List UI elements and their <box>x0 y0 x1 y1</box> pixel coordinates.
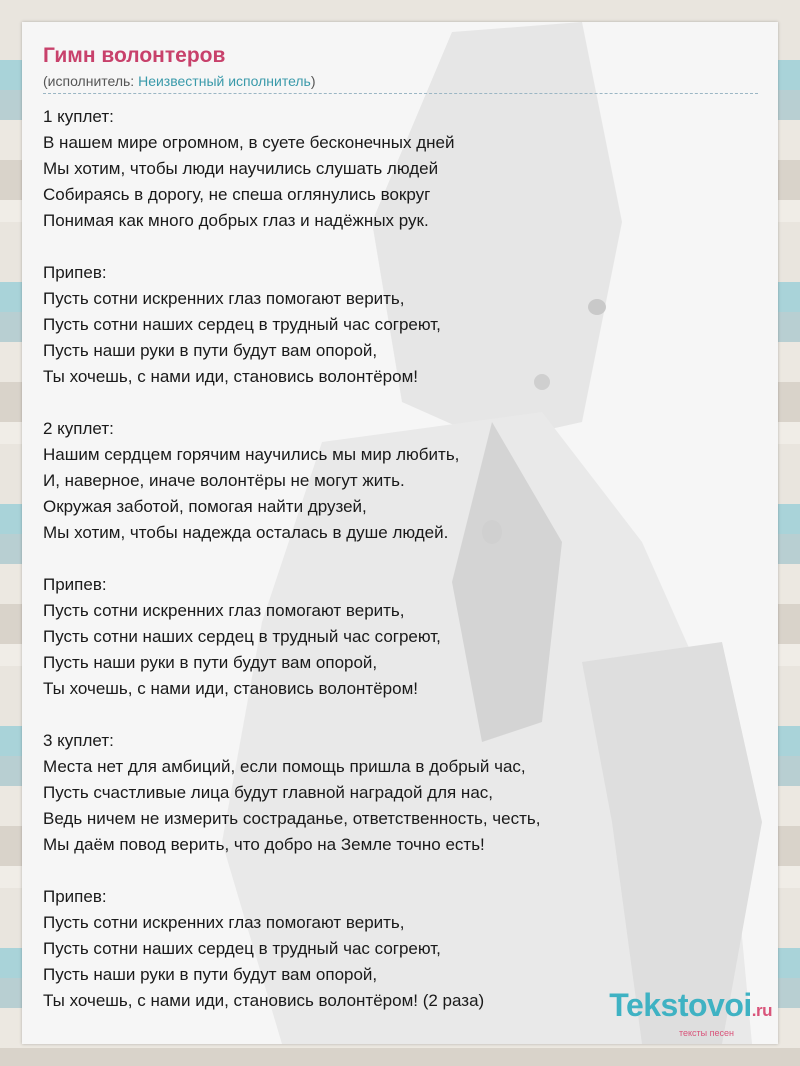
lyric-line: Пусть сотни искренних глаз помогают верить, <box>43 913 405 932</box>
lyric-line: Ты хочешь, с нами иди, становись волонтёром! (2 раза) <box>43 991 485 1010</box>
artist-prefix: (исполнитель: <box>43 73 139 89</box>
lyric-line: Понимая как много добрых глаз и надёжных рук. <box>43 211 429 230</box>
lyric-line: Пусть сотни наших сердец в трудный час согреют, <box>43 627 441 646</box>
logo-name: Tekstovoi <box>609 987 752 1023</box>
lyric-line: Пусть сотни искренних глаз помогают верить, <box>43 601 405 620</box>
lyric-line: Собираясь в дорогу, не спеша оглянулись вокруг <box>43 185 431 204</box>
lyric-line: Припев: <box>43 575 107 594</box>
lyric-line <box>43 234 758 260</box>
lyric-line: Пусть наши руки в пути будут вам опорой, <box>43 341 378 360</box>
lyric-line: Окружая заботой, помогая найти друзей, <box>43 497 367 516</box>
lyric-line: В нашем мире огромном, в суете бесконечных дней <box>43 133 455 152</box>
lyric-line: Мы хотим, чтобы надежда осталась в душе людей. <box>43 523 449 542</box>
lyric-line: 3 куплет: <box>43 731 114 750</box>
lyric-line: Пусть сотни наших сердец в трудный час согреют, <box>43 939 441 958</box>
lyric-line: Пусть наши руки в пути будут вам опорой, <box>43 965 378 984</box>
lyric-line: Мы даём повод верить, что добро на Земле точно есть! <box>43 835 485 854</box>
lyric-line: 2 куплет: <box>43 419 114 438</box>
lyric-line: Ты хочешь, с нами иди, становись волонтёром! <box>43 679 418 698</box>
song-title: Гимн волонтеров <box>43 44 226 67</box>
lyrics-content <box>43 42 758 1014</box>
lyric-line: Пусть сотни искренних глаз помогают верить, <box>43 289 405 308</box>
lyric-line: Нашим сердцем горячим научились мы мир любить, <box>43 445 460 464</box>
artist-line <box>43 70 758 94</box>
lyrics-text <box>43 104 758 1014</box>
lyric-line: Мы хотим, чтобы люди научились слушать людей <box>43 159 439 178</box>
lyric-line: Пусть наши руки в пути будут вам опорой, <box>43 653 378 672</box>
lyric-line: Припев: <box>43 887 107 906</box>
lyric-line: Пусть счастливые лица будут главной наградой для нас, <box>43 783 494 802</box>
lyric-line: Ты хочешь, с нами иди, становись волонтёром! <box>43 367 418 386</box>
logo-tagline: тексты песен <box>678 1028 734 1038</box>
lyric-line <box>43 546 758 572</box>
lyric-line: Припев: <box>43 263 107 282</box>
lyric-line <box>43 390 758 416</box>
lyric-line: Ведь ничем не измерить состраданье, ответственность, честь, <box>43 809 541 828</box>
lyrics-card <box>22 22 778 1044</box>
logo-tld: .ru <box>751 1001 772 1020</box>
logo-wordmark <box>609 988 772 1028</box>
lyric-line: 1 куплет: <box>43 107 114 126</box>
site-logo[interactable] <box>609 988 772 1038</box>
lyric-line <box>43 858 758 884</box>
lyric-line: Пусть сотни наших сердец в трудный час согреют, <box>43 315 441 334</box>
artist-suffix: ) <box>310 73 316 89</box>
artist-link[interactable]: Неизвестный исполнитель <box>138 73 311 89</box>
lyric-line: И, наверное, иначе волонтёры не могут жить. <box>43 471 405 490</box>
lyric-line <box>43 702 758 728</box>
lyric-line: Места нет для амбиций, если помощь пришла в добрый час, <box>43 757 526 776</box>
